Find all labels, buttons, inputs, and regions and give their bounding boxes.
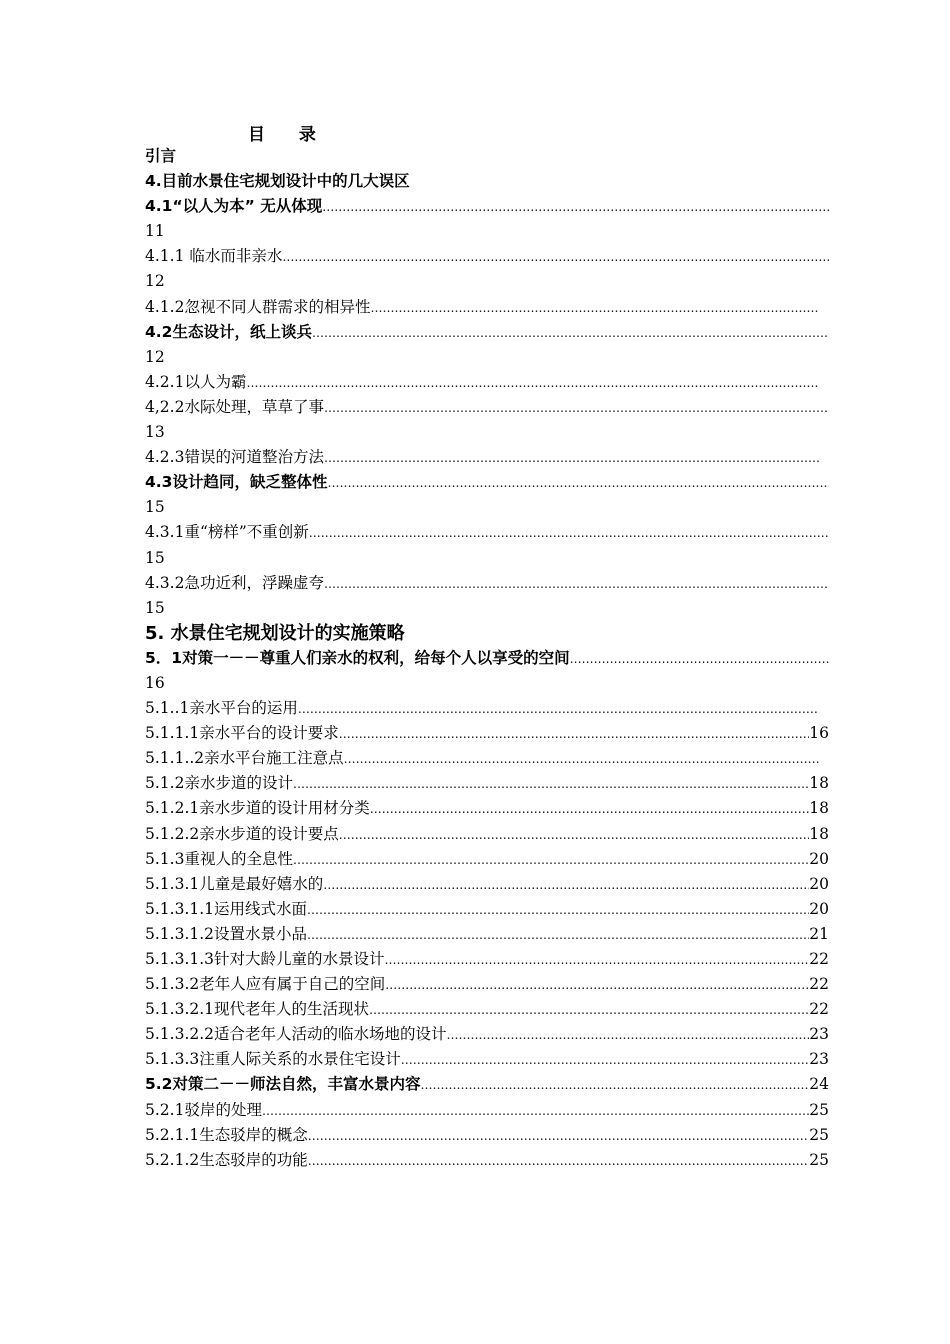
toc-dot-leader <box>401 1048 810 1072</box>
toc-entry-label: 4.3设计趋同，缺乏整体性 <box>145 473 328 492</box>
toc-page-number: 25 <box>809 1100 829 1119</box>
toc-entry <box>145 1072 829 1097</box>
toc-page-number: 18 <box>809 799 829 818</box>
toc-entry <box>145 495 829 520</box>
toc-dot-leader <box>323 873 809 897</box>
toc-entry-label: 5.1.3.2.1现代老年人的生活现状 <box>145 1000 370 1019</box>
toc-entry <box>145 295 829 320</box>
toc-dot-leader <box>309 521 829 545</box>
toc-entry-label: 4.目前水景住宅规划设计中的几大误区 <box>145 172 410 191</box>
toc-entry <box>145 847 829 872</box>
toc-dot-leader <box>298 697 819 721</box>
toc-entry <box>145 219 829 244</box>
toc-entry <box>145 420 829 445</box>
toc-entry-label: 5.1.3.2.2适合老年人活动的临水场地的设计 <box>145 1025 447 1044</box>
toc-page-number: 22 <box>809 950 829 968</box>
toc-entry <box>145 1022 829 1047</box>
toc-entry <box>145 822 829 847</box>
toc-entry <box>145 947 829 972</box>
toc-entry-label: 4.2.1以人为霸 <box>145 372 247 391</box>
toc-entry <box>145 320 829 345</box>
toc-dot-leader <box>307 923 809 947</box>
toc-entry-label: 5.1.2亲水步道的设计 <box>145 774 293 793</box>
toc-entry-label: 15 <box>145 498 165 517</box>
toc-entry-label: 4.3.2急功近利，浮躁虚夸 <box>145 573 324 592</box>
toc-page-number: 22 <box>809 975 829 994</box>
toc-entry-label: 5.1.3重视人的全息性 <box>145 849 293 868</box>
toc-entry-label: 5. 水景住宅规划设计的实施策略 <box>145 622 405 644</box>
toc-dot-leader <box>385 973 809 997</box>
toc-page-number: 24 <box>809 1075 829 1094</box>
toc-dot-leader <box>282 245 829 269</box>
toc-entry <box>145 872 829 897</box>
toc-entry <box>145 922 829 947</box>
toc-entry <box>145 897 829 922</box>
toc-entry-label: 5.1.3.3注重人际关系的水景住宅设计 <box>145 1050 401 1069</box>
page-title: 目 录 <box>248 125 330 145</box>
toc-page-number: 25 <box>809 1125 829 1144</box>
toc-entry-label: 5.2.1.2生态驳岸的功能 <box>145 1150 308 1169</box>
toc-entry <box>145 244 829 269</box>
toc-page-number: 23 <box>809 1050 829 1069</box>
toc-entry <box>145 370 829 395</box>
toc-entry <box>145 345 829 370</box>
toc-entry-label: 13 <box>145 423 165 442</box>
toc-entry-label: 5.1.3.2老年人应有属于自己的空间 <box>145 975 386 994</box>
toc-entry-label: 5.1.3.1.3针对大龄儿童的水景设计 <box>145 950 385 968</box>
toc-dot-leader <box>447 1023 810 1047</box>
toc-entry <box>145 671 829 696</box>
toc-page-number: 23 <box>809 1025 829 1044</box>
toc-entry <box>145 646 829 671</box>
toc-dot-leader <box>293 848 809 872</box>
toc-entry <box>145 1047 829 1072</box>
toc-entry-label: 12 <box>145 347 165 366</box>
toc-dot-leader <box>324 396 829 420</box>
toc-dot-leader <box>307 898 809 922</box>
toc-entry <box>145 445 829 470</box>
toc-dot-leader <box>370 296 819 320</box>
toc-entry <box>145 696 829 721</box>
toc-entry-label: 4.2生态设计，纸上谈兵 <box>145 322 312 341</box>
toc-dot-leader <box>246 371 819 395</box>
toc-page-number: 20 <box>809 899 829 918</box>
toc-entry <box>145 269 829 294</box>
toc-entry-label: 5．1对策一－－尊重人们亲水的权利，给每个人以享受的空间 <box>145 648 570 667</box>
toc-entry <box>145 621 829 646</box>
toc-entry-label: 5.1.1..2亲水平台施工注意点 <box>145 749 344 768</box>
toc-entry-label: 5.1..1亲水平台的运用 <box>145 699 298 718</box>
toc-entry <box>145 997 829 1022</box>
toc-dot-leader <box>322 195 829 219</box>
toc-dot-leader <box>324 572 829 596</box>
toc-page-number: 18 <box>809 774 829 793</box>
toc-entry <box>145 1123 829 1148</box>
toc-entry-label: 4.1.2忽视不同人群需求的相异性 <box>145 297 371 316</box>
toc-entry-label: 4.1“以人为本” 无从体现 <box>145 197 323 216</box>
toc-dot-leader <box>308 1149 810 1173</box>
toc-entry <box>145 546 829 571</box>
toc-page-number: 16 <box>809 724 829 743</box>
toc-entry <box>145 144 829 169</box>
toc-dot-leader <box>327 471 829 495</box>
toc-entry <box>145 746 829 771</box>
toc-entry-label: 15 <box>145 548 165 567</box>
toc-entry <box>145 1148 829 1173</box>
toc-dot-leader <box>324 446 819 470</box>
toc-dot-leader <box>262 1099 809 1123</box>
toc-dot-leader <box>420 1073 809 1097</box>
toc-entry <box>145 796 829 821</box>
toc-entry <box>145 596 829 621</box>
toc-dot-leader <box>308 1124 810 1148</box>
toc-entry-label: 5.1.2.1亲水步道的设计用材分类 <box>145 799 370 818</box>
toc-entry-label: 5.1.2.2亲水步道的设计要点 <box>145 824 339 843</box>
toc-entry-label: 12 <box>145 272 165 291</box>
toc-entry-label: 4.2.3错误的河道整治方法 <box>145 448 324 467</box>
toc-entry <box>145 194 829 219</box>
toc-entry-label: 16 <box>145 673 165 692</box>
toc-entry-label: 5.2.1驳岸的处理 <box>145 1100 262 1119</box>
toc-page-number: 18 <box>809 824 829 843</box>
toc-dot-leader <box>339 823 810 847</box>
toc-entry <box>145 571 829 596</box>
toc-dot-leader <box>385 948 810 972</box>
toc-dot-leader <box>312 321 829 345</box>
toc-entry-label: 15 <box>145 598 165 617</box>
toc-entry-label: 5.2.1.1生态驳岸的概念 <box>145 1125 308 1144</box>
toc-entry <box>145 721 829 746</box>
toc-entry-label: 4,2.2水际处理，草草了事 <box>145 397 324 416</box>
toc-entry <box>145 470 829 495</box>
toc-dot-leader <box>570 647 829 671</box>
toc-dot-leader <box>369 998 809 1022</box>
toc-entry <box>145 1098 829 1123</box>
toc-dot-leader <box>344 747 819 771</box>
toc-entry <box>145 169 829 194</box>
toc-dot-leader <box>293 772 809 796</box>
table-of-contents <box>145 144 829 1173</box>
toc-entry-label: 11 <box>145 222 165 241</box>
toc-page-number: 22 <box>809 1000 829 1019</box>
toc-entry-label: 5.1.3.1.1运用线式水面 <box>145 899 308 918</box>
toc-page-number: 20 <box>809 849 829 868</box>
toc-entry <box>145 395 829 420</box>
toc-dot-leader <box>339 722 810 746</box>
toc-entry-label: 4.3.1重“榜样”不重创新 <box>145 523 309 542</box>
toc-entry-label: 5.2对策二－－师法自然，丰富水景内容 <box>145 1075 421 1094</box>
toc-entry-label: 引言 <box>145 147 177 165</box>
toc-entry-label: 4.1.1 临水而非亲水 <box>145 247 283 266</box>
toc-entry-label: 5.1.3.1.2设置水景小品 <box>145 924 308 943</box>
toc-entry-label: 5.1.1.1亲水平台的设计要求 <box>145 724 339 743</box>
toc-page-number: 25 <box>809 1150 829 1169</box>
toc-page-number: 21 <box>809 924 829 943</box>
toc-dot-leader <box>370 797 810 821</box>
toc-page-number: 20 <box>809 874 829 893</box>
toc-entry <box>145 520 829 545</box>
toc-entry <box>145 771 829 796</box>
toc-entry <box>145 972 829 997</box>
toc-entry-label: 5.1.3.1儿童是最好嬉水的 <box>145 874 324 893</box>
